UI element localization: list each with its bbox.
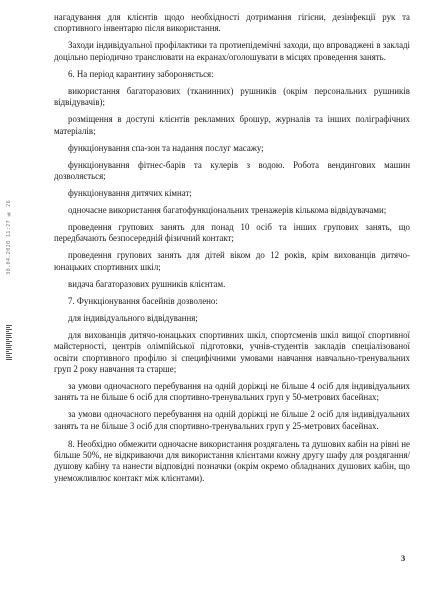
- list-item-spa: функціонування спа-зон та надання послуг масажу;: [68, 142, 264, 153]
- section-heading-quarantine-prohibitions: 6. На період карантину забороняється:: [68, 68, 214, 79]
- barcode-mark: [6, 325, 12, 360]
- list-item-multifunction-trainers: одночасне використання багатофункціональних тренажерів кількома відвідувачами;: [68, 205, 387, 216]
- paragraph-locker-rooms: 8. Необхідно обмежити одночасне використання роздягалень та душових кабін на рівні не більше 50%, не відкриваючи для використання клієнтами кожну другу шафу для роздягання/душову кабіну та нанести відповідні позначки (окрім окремо обладнаних душових кабін, що унеможливлює контакт між клієнтами).: [54, 438, 410, 483]
- paragraph-hygiene-reminder: нагадування для клієнтів щодо необхідності дотримання гігієни, дезінфекції рук та спортивного інвентарю після використання.: [54, 12, 410, 34]
- list-item-50m-pools: за умови одночасного перебування на одній доріжці не більше 4 осіб для індивідуальних занять та не більше 6 осіб для спортивно-тренувальних груп у 50-метрових басейнах;: [54, 381, 410, 403]
- document-body: [54, 12, 410, 490]
- section-heading-pools: 7. Функціонування басейнів дозволено:: [68, 295, 218, 306]
- list-item-brochures: розміщення в доступі клієнтів рекламних брошур, журналів та інших поліграфічних матеріалів;: [54, 114, 410, 136]
- list-item-individual-visits: для індивідуального відвідування;: [68, 312, 198, 323]
- list-item-group-classes: проведення групових занять для понад 10 осіб та інших групових занять, що передбачають безпосередній фізичний контакт;: [54, 222, 410, 244]
- paragraph-prevention-broadcast: Заходи індивідуальної профілактики та протиепідемічні заходи, що впроваджені в закладі доцільно періодично транслювати на екранах/оголошувати в місцях проведення занять.: [54, 40, 410, 62]
- registration-stamp: 30.04.2020 11:27 № 26: [6, 200, 12, 275]
- list-item-sports-schools: для вихованців дитячо-юнацьких спортивних шкіл, спортсменів шкіл вищої спортивної майстерності, центрів олімпійської підготовки, учнів-студентів закладів спеціалізованої освіти спортивного профілю зі специфічними умовами навчання навчально-тренувальних груп 2 року навчання та старше;: [54, 329, 410, 375]
- list-item-reusable-towels: видача багаторазових рушників клієнтам.: [68, 278, 226, 289]
- list-item-kids-rooms: функціонування дитячих кімнат;: [68, 188, 192, 199]
- list-item-fitness-bars: функціонування фітнес-барів та кулерів з водою. Робота вендингових машин дозволяється;: [54, 159, 410, 182]
- list-item-children-classes: проведення групових занять для дітей віком до 12 років, крім вихованців дитячо-юнацьких спортивних шкіл;: [54, 250, 410, 272]
- page-number: 3: [401, 553, 406, 563]
- list-item-25m-pools: за умови одночасного перебування на одній доріжці не більше 2 осіб для індивідуальних занять та не більше 3 осіб для спортивно-тренувальних груп у 25-метрових басейнах.: [54, 409, 410, 431]
- list-item-towels: використання багаторазових (тканинних) рушників (окрім персональних рушників відвідувачів);: [54, 85, 410, 108]
